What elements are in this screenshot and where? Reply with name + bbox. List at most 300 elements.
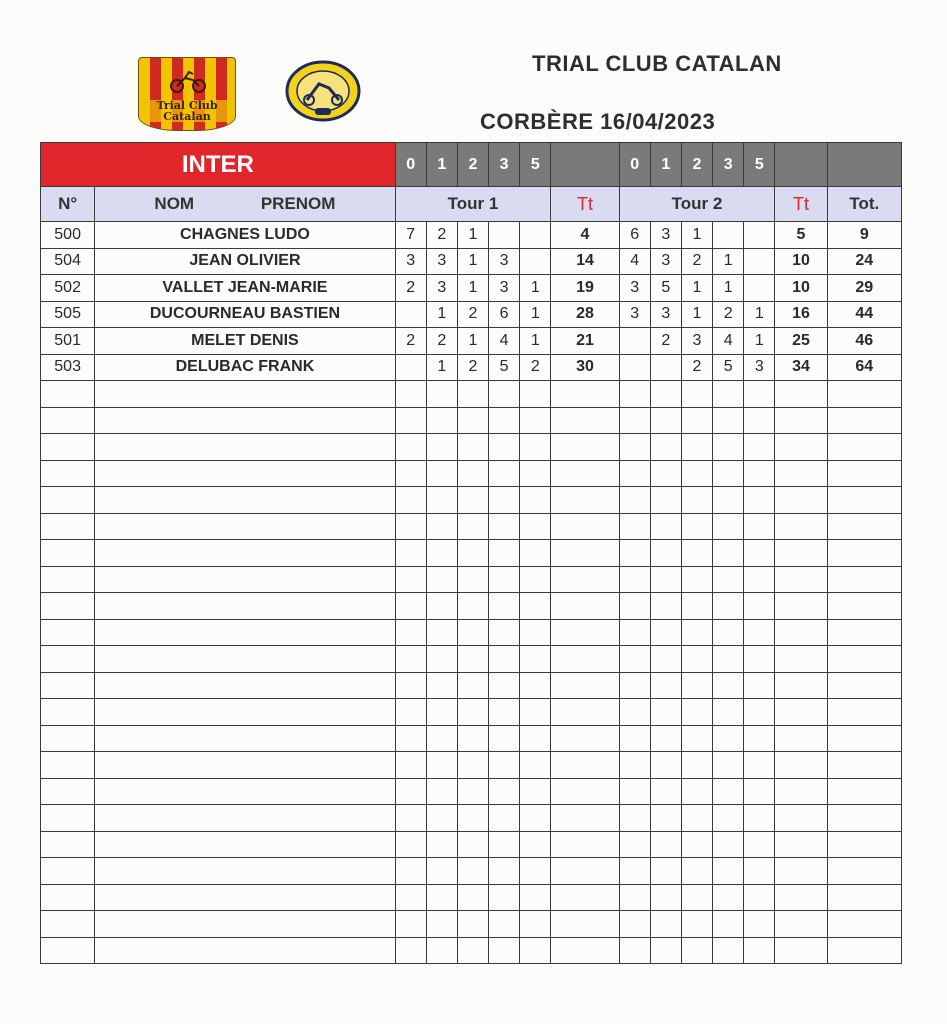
empty-cell	[551, 619, 619, 646]
empty-cell	[520, 858, 551, 885]
empty-cell	[95, 725, 395, 752]
empty-cell	[713, 460, 744, 487]
empty-cell	[426, 434, 457, 461]
empty-cell	[489, 805, 520, 832]
empty-cell	[827, 752, 901, 779]
empty-cell	[619, 699, 650, 726]
empty-cell	[775, 884, 827, 911]
empty-cell	[489, 911, 520, 938]
empty-cell	[713, 487, 744, 514]
empty-cell	[95, 540, 395, 567]
empty-cell	[426, 778, 457, 805]
empty-cell	[41, 407, 95, 434]
empty-cell	[827, 778, 901, 805]
empty-row	[41, 434, 902, 461]
empty-cell	[457, 566, 488, 593]
tour1-count: 2	[426, 328, 457, 355]
empty-cell	[827, 434, 901, 461]
empty-cell	[520, 884, 551, 911]
empty-row	[41, 619, 902, 646]
empty-row	[41, 381, 902, 408]
empty-cell	[489, 831, 520, 858]
empty-cell	[95, 593, 395, 620]
table-row	[41, 354, 902, 381]
empty-cell	[744, 911, 775, 938]
empty-cell	[775, 858, 827, 885]
empty-cell	[551, 884, 619, 911]
empty-cell	[619, 619, 650, 646]
empty-cell	[551, 513, 619, 540]
empty-cell	[827, 884, 901, 911]
empty-cell	[681, 884, 712, 911]
tour2-count: 1	[744, 328, 775, 355]
empty-cell	[681, 858, 712, 885]
empty-cell	[713, 619, 744, 646]
empty-cell	[827, 460, 901, 487]
empty-cell	[827, 593, 901, 620]
tour1-count: 5	[489, 354, 520, 381]
t2-tt-blank	[775, 143, 827, 187]
tour1-count: 2	[426, 222, 457, 249]
empty-cell	[551, 540, 619, 567]
tour2-count: 2	[713, 301, 744, 328]
empty-cell	[426, 884, 457, 911]
empty-cell	[551, 911, 619, 938]
tour1-count: 1	[457, 222, 488, 249]
empty-cell	[520, 725, 551, 752]
empty-cell	[650, 460, 681, 487]
tour1-count: 2	[395, 275, 426, 302]
empty-cell	[426, 619, 457, 646]
empty-cell	[41, 937, 95, 964]
empty-cell	[95, 699, 395, 726]
empty-row	[41, 513, 902, 540]
empty-cell	[457, 752, 488, 779]
header-row-category	[41, 143, 902, 187]
empty-cell	[775, 725, 827, 752]
empty-cell	[713, 752, 744, 779]
empty-cell	[619, 752, 650, 779]
empty-cell	[775, 805, 827, 832]
tt2-header: Tt	[775, 187, 827, 222]
empty-cell	[426, 540, 457, 567]
col-prenom-header: PRENOM	[260, 194, 336, 213]
empty-cell	[95, 672, 395, 699]
tour1-count: 2	[457, 301, 488, 328]
tour2-count: 2	[681, 354, 712, 381]
col-nom-header: NOM	[154, 194, 195, 213]
empty-cell	[95, 752, 395, 779]
rider-number: 501	[41, 328, 95, 355]
empty-cell	[95, 805, 395, 832]
tour1-count: 1	[520, 328, 551, 355]
rider-name: MELET DENIS	[95, 328, 395, 355]
empty-cell	[619, 884, 650, 911]
empty-cell	[713, 911, 744, 938]
empty-cell	[457, 831, 488, 858]
empty-cell	[827, 858, 901, 885]
empty-cell	[395, 937, 426, 964]
empty-cell	[775, 513, 827, 540]
empty-cell	[650, 699, 681, 726]
empty-cell	[775, 593, 827, 620]
empty-cell	[426, 752, 457, 779]
empty-cell	[681, 540, 712, 567]
empty-cell	[650, 831, 681, 858]
empty-cell	[827, 540, 901, 567]
t2-col-3: 3	[713, 143, 744, 187]
empty-cell	[41, 672, 95, 699]
empty-cell	[489, 487, 520, 514]
t1-col-2: 2	[457, 143, 488, 187]
tour2-count	[619, 354, 650, 381]
empty-cell	[744, 752, 775, 779]
empty-cell	[95, 381, 395, 408]
empty-cell	[775, 831, 827, 858]
empty-cell	[827, 937, 901, 964]
empty-cell	[395, 752, 426, 779]
category-label: INTER	[41, 143, 396, 187]
empty-cell	[395, 434, 426, 461]
empty-cell	[681, 487, 712, 514]
empty-cell	[41, 805, 95, 832]
empty-cell	[457, 884, 488, 911]
empty-row	[41, 937, 902, 964]
empty-cell	[827, 381, 901, 408]
tour2-count: 5	[650, 275, 681, 302]
empty-row	[41, 460, 902, 487]
empty-cell	[520, 937, 551, 964]
empty-cell	[520, 752, 551, 779]
empty-cell	[681, 937, 712, 964]
tour1-count	[520, 222, 551, 249]
empty-row	[41, 778, 902, 805]
empty-cell	[827, 911, 901, 938]
empty-cell	[489, 619, 520, 646]
empty-cell	[744, 407, 775, 434]
empty-cell	[744, 937, 775, 964]
tour2-count: 1	[713, 248, 744, 275]
empty-cell	[520, 911, 551, 938]
empty-cell	[489, 937, 520, 964]
empty-cell	[489, 725, 520, 752]
tour1-count: 3	[395, 248, 426, 275]
empty-cell	[775, 381, 827, 408]
tour2-header: Tour 2	[619, 187, 775, 222]
empty-cell	[775, 487, 827, 514]
empty-cell	[681, 434, 712, 461]
tour1-count	[395, 354, 426, 381]
empty-cell	[619, 911, 650, 938]
tour1-header: Tour 1	[395, 187, 551, 222]
empty-cell	[551, 566, 619, 593]
rider-name: DELUBAC FRANK	[95, 354, 395, 381]
tour1-count: 3	[489, 248, 520, 275]
tour1-count: 4	[489, 328, 520, 355]
empty-cell	[744, 778, 775, 805]
empty-cell	[457, 619, 488, 646]
empty-cell	[520, 487, 551, 514]
tour2-count: 4	[713, 328, 744, 355]
empty-cell	[426, 831, 457, 858]
empty-row	[41, 593, 902, 620]
tour1-count: 2	[457, 354, 488, 381]
empty-cell	[395, 884, 426, 911]
empty-cell	[395, 381, 426, 408]
empty-cell	[395, 725, 426, 752]
empty-cell	[681, 831, 712, 858]
empty-cell	[395, 672, 426, 699]
empty-cell	[650, 593, 681, 620]
empty-cell	[41, 434, 95, 461]
tour1-total: 28	[551, 301, 619, 328]
empty-cell	[426, 566, 457, 593]
empty-cell	[395, 513, 426, 540]
empty-cell	[551, 805, 619, 832]
tour1-count	[395, 301, 426, 328]
empty-cell	[457, 381, 488, 408]
empty-cell	[650, 752, 681, 779]
empty-cell	[681, 805, 712, 832]
empty-cell	[520, 381, 551, 408]
empty-cell	[713, 646, 744, 673]
rider-number: 500	[41, 222, 95, 249]
empty-cell	[744, 805, 775, 832]
empty-cell	[457, 487, 488, 514]
empty-cell	[775, 911, 827, 938]
empty-cell	[457, 672, 488, 699]
empty-cell	[489, 778, 520, 805]
tot-blank	[827, 143, 901, 187]
empty-cell	[775, 778, 827, 805]
empty-cell	[775, 937, 827, 964]
rider-name: JEAN OLIVIER	[95, 248, 395, 275]
table-row	[41, 248, 902, 275]
empty-cell	[520, 646, 551, 673]
tour1-count: 3	[426, 275, 457, 302]
empty-cell	[775, 752, 827, 779]
empty-cell	[426, 407, 457, 434]
empty-cell	[775, 540, 827, 567]
empty-row	[41, 725, 902, 752]
empty-cell	[681, 460, 712, 487]
empty-cell	[827, 619, 901, 646]
empty-cell	[489, 672, 520, 699]
empty-row	[41, 699, 902, 726]
tour2-count: 6	[619, 222, 650, 249]
tour1-count: 1	[426, 301, 457, 328]
empty-cell	[713, 434, 744, 461]
empty-cell	[775, 460, 827, 487]
tour2-count	[713, 222, 744, 249]
empty-cell	[489, 460, 520, 487]
empty-cell	[395, 593, 426, 620]
tour2-count: 1	[681, 301, 712, 328]
empty-cell	[395, 699, 426, 726]
empty-cell	[457, 540, 488, 567]
empty-cell	[619, 937, 650, 964]
empty-cell	[95, 646, 395, 673]
rider-name: DUCOURNEAU BASTIEN	[95, 301, 395, 328]
empty-row	[41, 540, 902, 567]
empty-cell	[95, 513, 395, 540]
empty-cell	[457, 858, 488, 885]
empty-cell	[681, 566, 712, 593]
rider-number: 505	[41, 301, 95, 328]
empty-cell	[520, 619, 551, 646]
empty-cell	[650, 434, 681, 461]
tour1-count: 1	[520, 275, 551, 302]
empty-cell	[457, 805, 488, 832]
empty-cell	[619, 725, 650, 752]
t1-col-0: 0	[395, 143, 426, 187]
rider-number: 502	[41, 275, 95, 302]
empty-cell	[41, 460, 95, 487]
empty-cell	[520, 566, 551, 593]
tour1-count: 1	[457, 248, 488, 275]
empty-cell	[681, 672, 712, 699]
empty-cell	[520, 434, 551, 461]
empty-cell	[95, 831, 395, 858]
empty-cell	[775, 699, 827, 726]
empty-cell	[41, 619, 95, 646]
empty-cell	[457, 699, 488, 726]
tour2-count: 2	[681, 248, 712, 275]
empty-cell	[744, 884, 775, 911]
empty-cell	[713, 725, 744, 752]
tour2-count	[744, 222, 775, 249]
tour2-count	[650, 354, 681, 381]
empty-cell	[650, 778, 681, 805]
empty-cell	[713, 566, 744, 593]
empty-cell	[520, 593, 551, 620]
table-row	[41, 275, 902, 302]
t2-col-2: 2	[681, 143, 712, 187]
empty-cell	[619, 778, 650, 805]
empty-row	[41, 831, 902, 858]
club-logo-text: Trial Club Catalan	[139, 100, 235, 122]
empty-cell	[426, 699, 457, 726]
tour2-count: 2	[650, 328, 681, 355]
empty-cell	[395, 407, 426, 434]
empty-cell	[426, 381, 457, 408]
empty-cell	[41, 699, 95, 726]
empty-cell	[426, 805, 457, 832]
empty-cell	[95, 858, 395, 885]
empty-cell	[551, 407, 619, 434]
empty-cell	[41, 831, 95, 858]
empty-cell	[41, 593, 95, 620]
empty-cell	[520, 540, 551, 567]
empty-cell	[827, 513, 901, 540]
empty-cell	[426, 460, 457, 487]
header-row-labels	[41, 187, 902, 222]
empty-cell	[650, 884, 681, 911]
empty-cell	[827, 407, 901, 434]
empty-cell	[650, 407, 681, 434]
empty-cell	[395, 540, 426, 567]
tour2-count: 3	[650, 222, 681, 249]
empty-cell	[619, 381, 650, 408]
empty-cell	[744, 646, 775, 673]
empty-cell	[520, 831, 551, 858]
tour2-total: 10	[775, 248, 827, 275]
empty-cell	[489, 884, 520, 911]
col-name-header	[95, 187, 395, 222]
empty-cell	[650, 381, 681, 408]
tour1-count: 1	[457, 275, 488, 302]
empty-cell	[619, 672, 650, 699]
empty-cell	[713, 699, 744, 726]
empty-cell	[457, 593, 488, 620]
empty-cell	[619, 434, 650, 461]
empty-cell	[489, 593, 520, 620]
empty-cell	[551, 937, 619, 964]
empty-row	[41, 407, 902, 434]
tour2-count	[619, 328, 650, 355]
tour2-total: 16	[775, 301, 827, 328]
empty-cell	[41, 513, 95, 540]
empty-cell	[95, 937, 395, 964]
empty-cell	[457, 725, 488, 752]
empty-cell	[41, 540, 95, 567]
empty-cell	[619, 593, 650, 620]
tour1-count: 1	[457, 328, 488, 355]
empty-cell	[520, 513, 551, 540]
empty-cell	[41, 381, 95, 408]
empty-cell	[713, 672, 744, 699]
empty-cell	[681, 407, 712, 434]
empty-cell	[619, 487, 650, 514]
grand-total: 29	[827, 275, 901, 302]
empty-cell	[827, 646, 901, 673]
empty-cell	[744, 858, 775, 885]
empty-cell	[551, 434, 619, 461]
empty-cell	[713, 778, 744, 805]
empty-cell	[551, 487, 619, 514]
rider-number: 503	[41, 354, 95, 381]
empty-cell	[827, 672, 901, 699]
event-title: CORBÈRE 16/04/2023	[480, 109, 716, 134]
empty-cell	[744, 513, 775, 540]
empty-cell	[41, 646, 95, 673]
empty-cell	[41, 858, 95, 885]
empty-cell	[95, 884, 395, 911]
tour1-count: 1	[426, 354, 457, 381]
empty-cell	[457, 513, 488, 540]
empty-cell	[681, 593, 712, 620]
empty-cell	[744, 593, 775, 620]
empty-cell	[551, 646, 619, 673]
empty-cell	[426, 672, 457, 699]
rider-name: VALLET JEAN-MARIE	[95, 275, 395, 302]
empty-cell	[489, 540, 520, 567]
t2-col-5: 5	[744, 143, 775, 187]
empty-cell	[744, 540, 775, 567]
empty-cell	[619, 513, 650, 540]
tt1-header: Tt	[551, 187, 619, 222]
tour2-total: 5	[775, 222, 827, 249]
empty-cell	[775, 619, 827, 646]
empty-cell	[489, 566, 520, 593]
empty-cell	[41, 566, 95, 593]
empty-cell	[713, 593, 744, 620]
empty-cell	[744, 566, 775, 593]
empty-cell	[95, 460, 395, 487]
table-row	[41, 328, 902, 355]
empty-cell	[551, 381, 619, 408]
empty-cell	[41, 778, 95, 805]
